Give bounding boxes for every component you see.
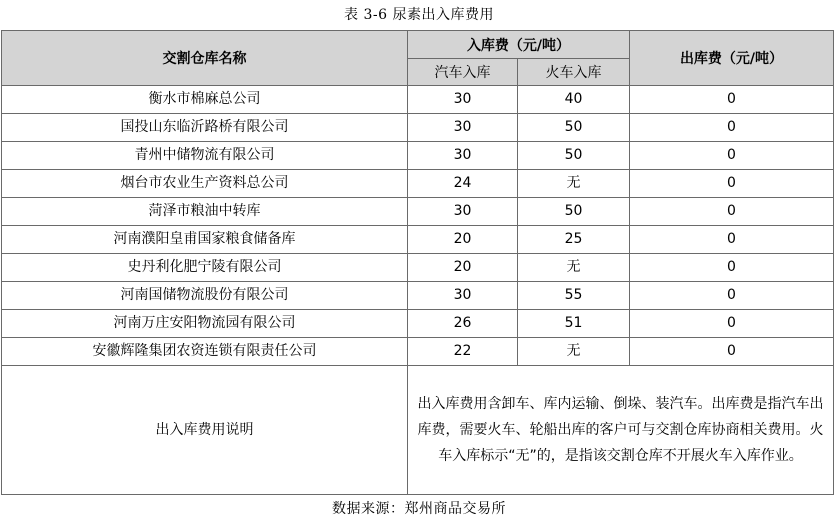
header-car-in: 汽车入库 [408, 59, 518, 86]
table-row [2, 198, 834, 226]
table-row [2, 338, 834, 366]
train-in-fee: 25 [518, 226, 630, 254]
train-in-fee: 51 [518, 310, 630, 338]
table-row [2, 254, 834, 282]
warehouse-name: 菏泽市粮油中转库 [2, 198, 408, 226]
header-out-fee: 出库费（元/吨） [630, 31, 834, 86]
header-in-fee: 入库费（元/吨） [408, 31, 630, 59]
car-in-fee: 24 [408, 170, 518, 198]
header-warehouse: 交割仓库名称 [2, 31, 408, 86]
warehouse-name: 河南万庄安阳物流园有限公司 [2, 310, 408, 338]
out-fee: 0 [630, 142, 834, 170]
fee-table [1, 30, 834, 495]
warehouse-name: 河南濮阳皇甫国家粮食储备库 [2, 226, 408, 254]
out-fee: 0 [630, 114, 834, 142]
header-train-in: 火车入库 [518, 59, 630, 86]
car-in-fee: 30 [408, 198, 518, 226]
warehouse-name: 衡水市棉麻总公司 [2, 86, 408, 114]
train-in-fee: 50 [518, 142, 630, 170]
note-text: 出入库费用含卸车、库内运输、倒垛、装汽车。出库费是指汽车出库费，需要火车、轮船出库的客户可与交割仓库协商相关费用。火车入库标示“无”的，是指该交割仓库不开展火车入库作业。 [408, 366, 834, 495]
train-in-fee: 55 [518, 282, 630, 310]
out-fee: 0 [630, 170, 834, 198]
warehouse-name: 史丹利化肥宁陵有限公司 [2, 254, 408, 282]
out-fee: 0 [630, 86, 834, 114]
table-body [2, 86, 834, 495]
data-source: 数据来源：郑州商品交易所 [332, 501, 506, 517]
table-row [2, 170, 834, 198]
car-in-fee: 30 [408, 114, 518, 142]
car-in-fee: 30 [408, 86, 518, 114]
warehouse-name: 烟台市农业生产资料总公司 [2, 170, 408, 198]
table-row [2, 114, 834, 142]
train-in-fee: 40 [518, 86, 630, 114]
warehouse-name: 青州中储物流有限公司 [2, 142, 408, 170]
train-in-fee: 50 [518, 114, 630, 142]
warehouse-name: 国投山东临沂路桥有限公司 [2, 114, 408, 142]
table-header [2, 31, 834, 86]
train-in-fee: 50 [518, 198, 630, 226]
table-row [2, 226, 834, 254]
out-fee: 0 [630, 198, 834, 226]
table-row [2, 310, 834, 338]
car-in-fee: 30 [408, 282, 518, 310]
table-row [2, 142, 834, 170]
train-in-fee: 无 [518, 338, 630, 366]
car-in-fee: 22 [408, 338, 518, 366]
car-in-fee: 20 [408, 226, 518, 254]
car-in-fee: 30 [408, 142, 518, 170]
table-caption: 表 3-6 尿素出入库费用 [344, 7, 494, 23]
out-fee: 0 [630, 282, 834, 310]
car-in-fee: 26 [408, 310, 518, 338]
out-fee: 0 [630, 310, 834, 338]
out-fee: 0 [630, 254, 834, 282]
note-row [2, 366, 834, 495]
warehouse-name: 安徽辉隆集团农资连锁有限责任公司 [2, 338, 408, 366]
table-row [2, 282, 834, 310]
warehouse-name: 河南国储物流股份有限公司 [2, 282, 408, 310]
note-label: 出入库费用说明 [2, 366, 408, 495]
train-in-fee: 无 [518, 254, 630, 282]
table-row [2, 86, 834, 114]
car-in-fee: 20 [408, 254, 518, 282]
out-fee: 0 [630, 226, 834, 254]
train-in-fee: 无 [518, 170, 630, 198]
out-fee: 0 [630, 338, 834, 366]
